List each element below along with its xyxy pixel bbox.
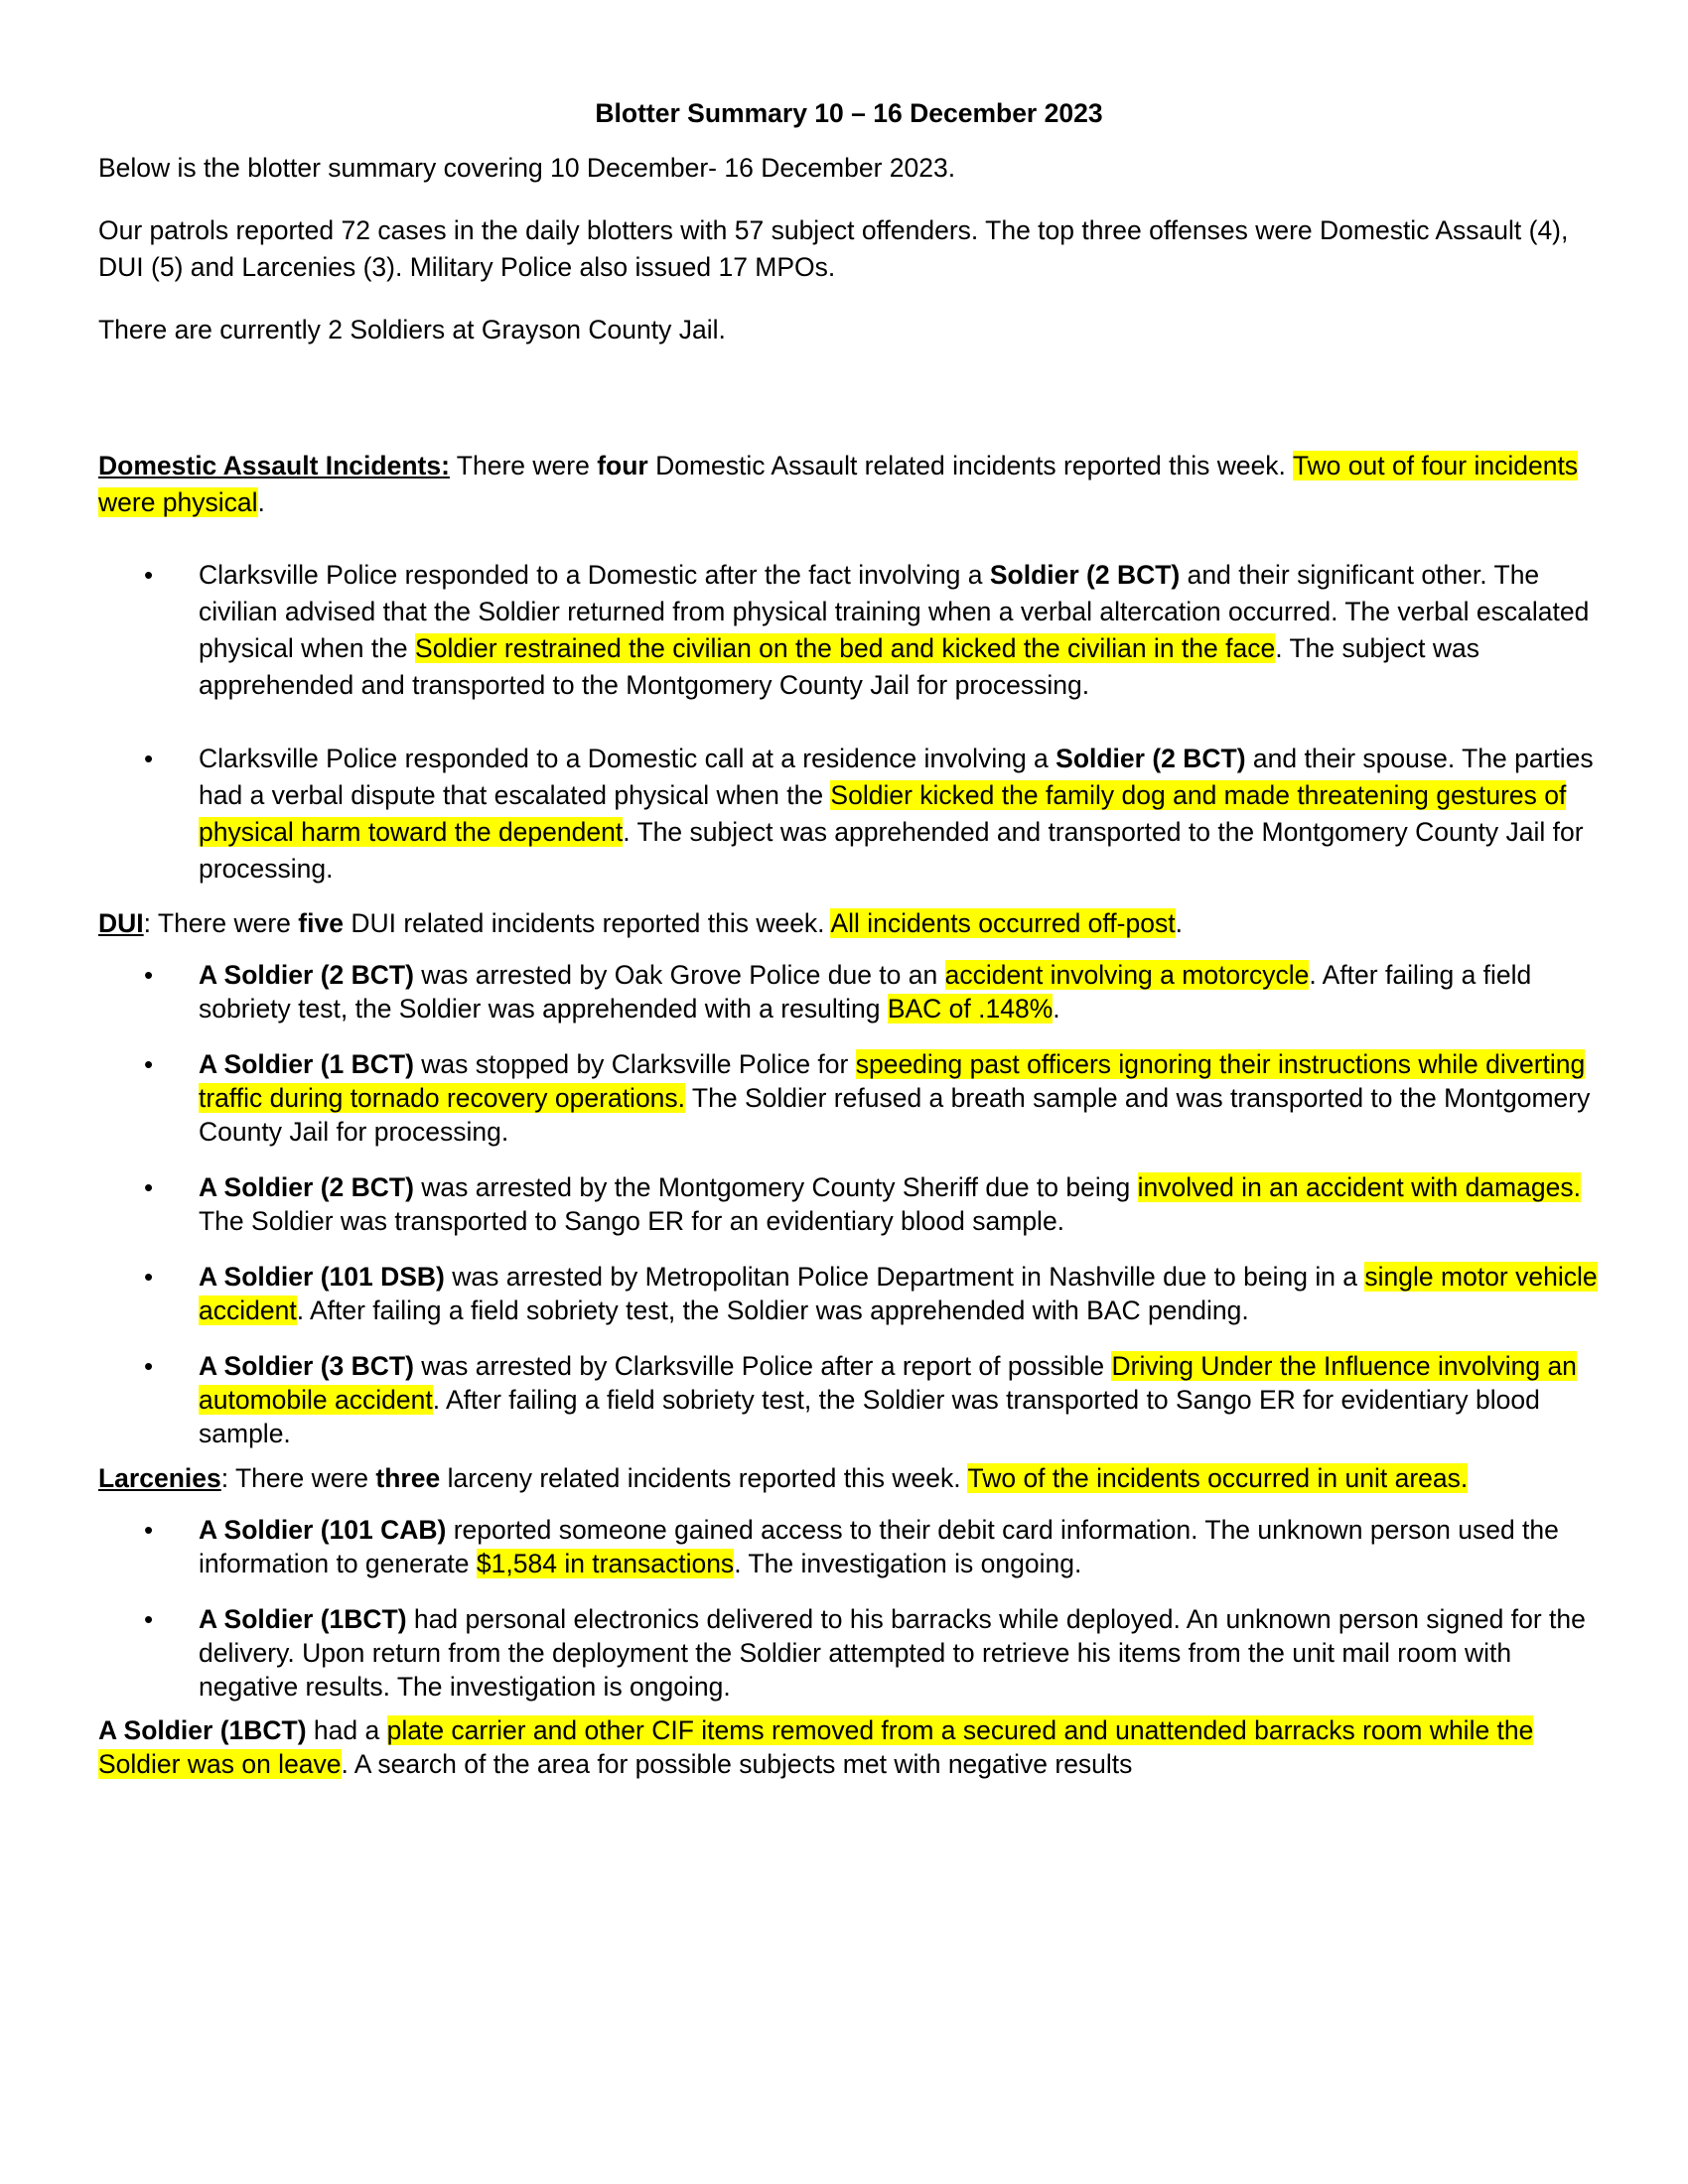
domestic-heading: Domestic Assault Incidents: — [98, 451, 450, 480]
document-page — [98, 95, 1600, 1781]
domestic-list — [98, 557, 1600, 887]
dui-count: five — [298, 908, 344, 938]
larceny-final-entry: A Soldier (1BCT) had a plate carrier and other CIF items removed from a secured and unattended barracks room while the Soldier was on leave. A search of the area for possible subjects met with negative results — [98, 1715, 1534, 1779]
dui-summary: DUI: There were five DUI related incidents reported this week. All incidents occurred off-post. — [98, 908, 1183, 938]
larceny-summary: Larcenies: There were three larceny related incidents reported this week. Two of the incidents occurred in unit areas. — [98, 1463, 1469, 1493]
intro-jail: There are currently 2 Soldiers at Grayson County Jail. — [98, 315, 726, 344]
document-title: Blotter Summary 10 – 16 December 2023 — [595, 98, 1103, 128]
dui-list — [98, 958, 1600, 1450]
larceny-count: three — [375, 1463, 441, 1493]
domestic-summary: Domestic Assault Incidents: There were four Domestic Assault related incidents reported this week. Two out of four incidents were physical. — [98, 451, 1579, 517]
dui-heading: DUI — [98, 908, 144, 938]
list-item: • A Soldier (3 BCT) was arrested by Clarksville Police after a report of possible Driving Under the Influence involving an automobile accident. After failing a field sobriety test, the Soldier was transported to Sango ER for evidentiary blood sample. — [98, 1349, 1600, 1450]
list-item: • A Soldier (2 BCT) was arrested by Oak Grove Police due to an accident involving a motorcycle. After failing a field sobriety test, the Soldier was apprehended with a resulting BAC of .148%. — [98, 958, 1600, 1025]
larceny-list — [98, 1513, 1600, 1704]
list-item: • A Soldier (1BCT) had personal electronics delivered to his barracks while deployed. An unknown person signed for the delivery. Upon return from the deployment the Soldier attempted to retrieve his items from the unit mail room with negative results. The investigation is ongoing. — [98, 1602, 1600, 1704]
list-item: • Clarksville Police responded to a Domestic after the fact involving a Soldier (2 BCT) and their significant other. The civilian advised that the Soldier returned from physical training when a verbal altercation occurred. The verbal escalated physical when the Soldier restrained the civilian on the bed and kicked the civilian in the face. The subject was apprehended and transported to the Montgomery County Jail for processing. — [98, 557, 1600, 704]
domestic-highlight: Two out of four incidents were physical — [98, 451, 1579, 517]
larceny-heading: Larcenies — [98, 1463, 221, 1493]
intro-stats: Our patrols reported 72 cases in the daily blotters with 57 subject offenders. The top three offenses were Domestic Assault (4), DUI (5) and Larcenies (3). Military Police also issued 17 MPOs. — [98, 215, 1569, 282]
list-item: • A Soldier (2 BCT) was arrested by the Montgomery County Sheriff due to being involved in an accident with damages. The Soldier was transported to Sango ER for an evidentiary blood sample. — [98, 1170, 1600, 1238]
list-item: • A Soldier (101 CAB) reported someone gained access to their debit card information. The unknown person used the information to generate $1,584 in transactions. The investigation is ongoing. — [98, 1513, 1600, 1580]
intro-coverage: Below is the blotter summary covering 10 December- 16 December 2023. — [98, 153, 956, 183]
list-item: • A Soldier (1 BCT) was stopped by Clarksville Police for speeding past officers ignoring their instructions while diverting traffic during tornado recovery operations. The Soldier refused a breath sample and was transported to the Montgomery County Jail for processing. — [98, 1047, 1600, 1149]
domestic-count: four — [597, 451, 648, 480]
list-item: • A Soldier (101 DSB) was arrested by Metropolitan Police Department in Nashville due to being in a single motor vehicle accident. After failing a field sobriety test, the Soldier was apprehended with BAC pending. — [98, 1260, 1600, 1327]
dui-highlight: All incidents occurred off-post — [830, 908, 1176, 938]
list-item: • Clarksville Police responded to a Domestic call at a residence involving a Soldier (2 BCT) and their spouse. The parties had a verbal dispute that escalated physical when the Soldier kicked the family dog and made threatening gestures of physical harm toward the dependent. The subject was apprehended and transported to the Montgomery County Jail for processing. — [98, 741, 1600, 887]
larceny-highlight: Two of the incidents occurred in unit areas. — [967, 1463, 1469, 1493]
